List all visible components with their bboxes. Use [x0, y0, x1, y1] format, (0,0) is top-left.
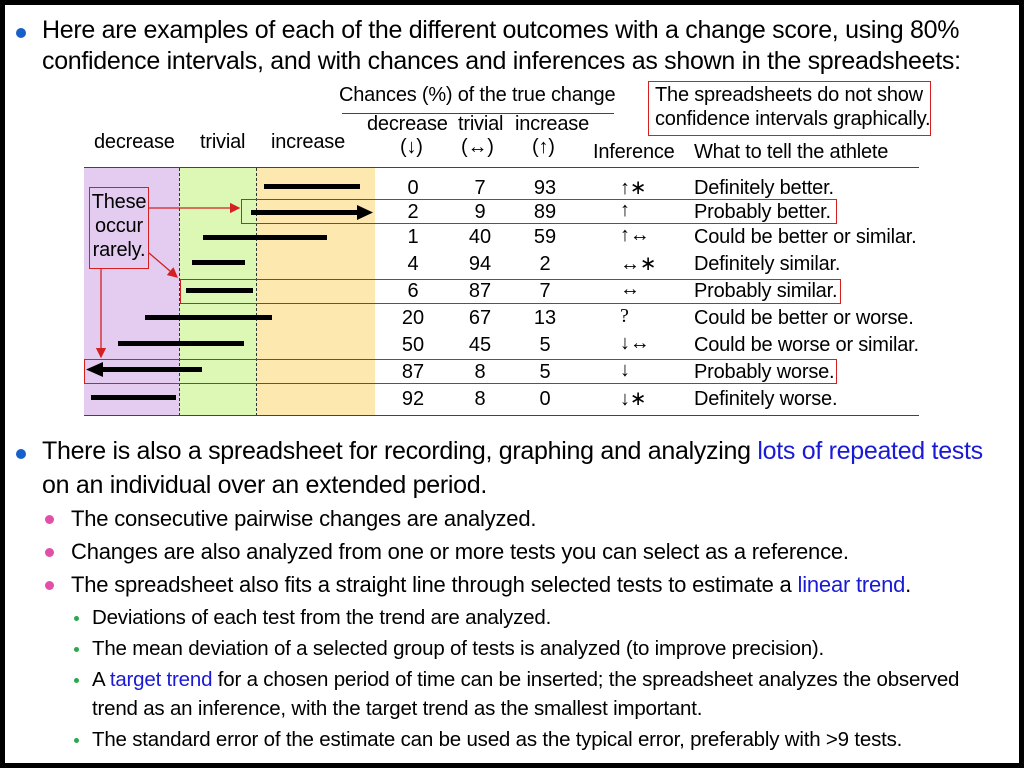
cell-tell: Could be better or similar.	[694, 226, 917, 248]
bullet-2-line-1	[42, 436, 983, 467]
sub-bullet-dot	[45, 548, 54, 557]
cell-increase: 0	[539, 388, 551, 410]
cell-tell: Probably worse.	[694, 361, 835, 383]
bullet-2-text: There is also a spreadsheet for recording, graphing and analyzing	[42, 437, 758, 465]
cell-inference: ↑	[620, 199, 630, 221]
slide	[5, 5, 1019, 763]
ci-arrowhead-right	[357, 204, 375, 222]
sub-sub-bullet-dot	[74, 738, 79, 743]
cell-trivial: 8	[474, 361, 486, 383]
cell-trivial: 67	[468, 307, 492, 329]
ci-bar-row-8	[101, 367, 202, 372]
cell-inference: ↓	[620, 359, 630, 381]
col-header-tell: What to tell the athlete	[694, 141, 889, 163]
sub-bullet-dot	[45, 581, 54, 590]
target-trend-link[interactable]: target trend	[109, 668, 213, 691]
sub-bullet-1: The consecutive pairwise changes are analyzed.	[71, 506, 537, 531]
region-label-increase: increase	[271, 131, 345, 153]
chances-title: Chances (%) of the true change	[339, 84, 616, 106]
cell-trivial: 9	[474, 201, 486, 223]
cell-trivial: 94	[468, 253, 492, 275]
sub-sub-bullet-4: The standard error of the estimate can be used as the typical error, preferably with >9 tests.	[92, 728, 903, 751]
cell-tell: Definitely worse.	[694, 388, 838, 410]
cell-inference: ?	[620, 305, 629, 327]
cell-decrease: 87	[401, 361, 425, 383]
cell-trivial: 45	[468, 334, 492, 356]
cell-increase: 13	[533, 307, 557, 329]
sub-sub-bullet-dot	[74, 647, 79, 652]
col-header-decrease-symbol: (↓)	[400, 136, 423, 158]
sub-bullet-3	[71, 571, 911, 599]
sub-sub-bullet-3-text: A	[92, 668, 110, 691]
sub-sub-bullet-dot	[74, 616, 79, 621]
cell-trivial: 8	[474, 388, 486, 410]
repeated-tests-link[interactable]: lots of repeated tests	[757, 437, 983, 465]
rare-label-2: occur	[95, 215, 143, 237]
col-header-decrease: decrease	[367, 113, 448, 135]
cell-inference: ↔∗	[620, 253, 657, 275]
cell-increase: 5	[539, 334, 551, 356]
col-header-trivial: trivial	[458, 113, 504, 135]
sub-bullet-dot	[45, 515, 54, 524]
ci-bar-row-7	[118, 341, 244, 346]
cell-inference: ↑↔	[620, 224, 650, 246]
cell-decrease: 4	[407, 253, 419, 275]
cell-decrease: 1	[407, 226, 419, 248]
cell-increase: 5	[539, 361, 551, 383]
cell-tell: Could be worse or similar.	[694, 334, 919, 356]
rare-label-1: These	[91, 191, 147, 213]
rare-label-3: rarely.	[92, 239, 146, 261]
cell-increase: 59	[533, 226, 557, 248]
ci-bar-row-1	[264, 184, 360, 189]
cell-decrease: 20	[401, 307, 425, 329]
col-header-trivial-symbol: (↔)	[461, 136, 494, 158]
cell-tell: Probably similar.	[694, 280, 838, 302]
bullet-dot	[16, 449, 26, 459]
sub-sub-bullet-3-cont: for a chosen period of time can be inserted; the spreadsheet analyzes the observed	[212, 668, 960, 691]
bullet-2-line-2: on an individual over an extended period.	[42, 471, 487, 499]
col-header-inference: Inference	[593, 141, 675, 163]
cell-tell: Could be better or worse.	[694, 307, 914, 329]
cell-inference: ↓∗	[620, 388, 647, 410]
ci-bar-row-3	[203, 235, 327, 240]
cell-increase: 93	[533, 177, 557, 199]
cell-decrease: 6	[407, 280, 419, 302]
intro-line-2: confidence intervals, and with chances and inferences as shown in the spreadsheets:	[42, 47, 961, 75]
ci-bar-row-2	[251, 210, 363, 215]
sub-sub-bullet-3-line-2: trend as an inference, with the target trend as the smallest important.	[92, 697, 703, 720]
cell-decrease: 0	[407, 177, 419, 199]
cell-decrease: 2	[407, 201, 419, 223]
note-line-2: confidence intervals graphically.	[655, 108, 931, 130]
cell-decrease: 50	[401, 334, 425, 356]
cell-inference: ↓↔	[620, 332, 650, 354]
cell-trivial: 40	[468, 226, 492, 248]
sub-bullet-3-end: .	[905, 572, 912, 597]
ci-bar-row-9	[91, 395, 176, 400]
ci-bar-row-5	[186, 288, 253, 293]
cell-inference: ↔	[620, 278, 640, 300]
cell-tell: Definitely similar.	[694, 253, 841, 275]
cell-tell: Probably better.	[694, 201, 831, 223]
cell-trivial: 87	[468, 280, 492, 302]
sub-sub-bullet-2: The mean deviation of a selected group of tests is analyzed (to improve precision).	[92, 637, 825, 660]
ci-bar-row-4	[192, 260, 245, 265]
cell-increase: 89	[533, 201, 557, 223]
cell-tell: Definitely better.	[694, 177, 834, 199]
region-label-trivial: trivial	[200, 131, 246, 153]
sub-sub-bullet-3	[92, 666, 959, 694]
sub-bullet-2: Changes are also analyzed from one or more tests you can select as a reference.	[71, 539, 849, 564]
note-line-1: The spreadsheets do not show	[655, 84, 923, 106]
region-label-decrease: decrease	[94, 131, 175, 153]
linear-trend-link[interactable]: linear trend	[797, 572, 906, 597]
cell-increase: 7	[539, 280, 551, 302]
cell-inference: ↑∗	[620, 177, 647, 199]
cell-trivial: 7	[474, 177, 486, 199]
sub-sub-bullet-1: Deviations of each test from the trend are analyzed.	[92, 606, 552, 629]
intro-line-1: Here are examples of each of the different outcomes with a change score, using 80%	[42, 16, 960, 44]
col-header-increase: increase	[515, 113, 589, 135]
cell-decrease: 92	[401, 388, 425, 410]
sub-bullet-3-text: The spreadsheet also fits a straight line through selected tests to estimate a	[71, 572, 798, 597]
cell-increase: 2	[539, 253, 551, 275]
sub-sub-bullet-dot	[74, 678, 79, 683]
ci-bar-row-6	[145, 315, 272, 320]
col-header-increase-symbol: (↑)	[532, 136, 555, 158]
